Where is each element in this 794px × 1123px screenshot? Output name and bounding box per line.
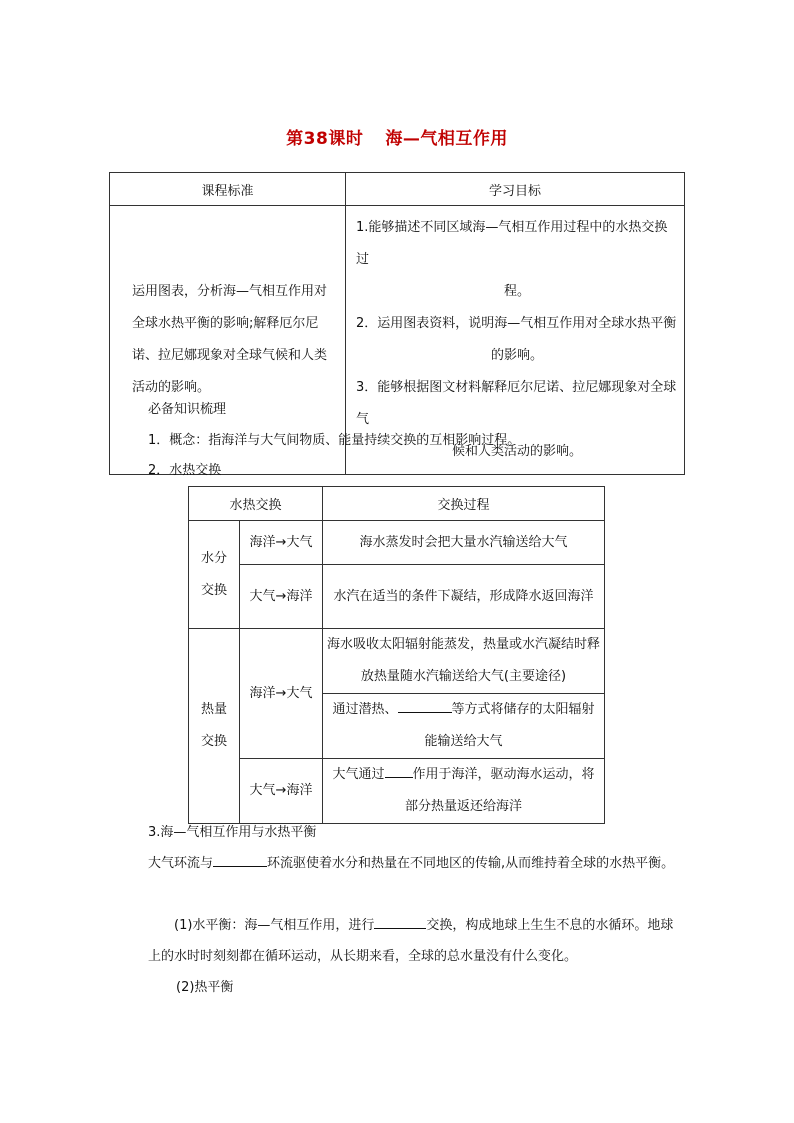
process-heat-main: 海水吸收太阳辐射能蒸发，热量或水汽凝结时释放热量随水汽输送给大气(主要途径) bbox=[323, 629, 605, 694]
course-standard: 运用图表，分析海—气相互作用对全球水热平衡的影响;解释厄尔尼诺、拉尼娜现象对全球气候和人类活动的影响。 bbox=[110, 206, 346, 475]
exchange-table bbox=[188, 486, 605, 824]
goal-3: 3．能够根据图文材料解释厄尔尼诺、拉尼娜现象对全球气 bbox=[356, 380, 677, 427]
direction-ocean-air-heat: 海洋→大气 bbox=[240, 629, 323, 759]
answer-blank[interactable] bbox=[213, 852, 267, 867]
lesson-topic: 海—气相互作用 bbox=[385, 129, 508, 149]
lesson-number: 第38课时 bbox=[286, 129, 364, 149]
section-heading: 必备知识梳理 bbox=[148, 402, 227, 417]
section3-paragraph: 大气环流与 环流驱使着水分和热量在不同地区的传输,从而维持着全球的水热平衡。 bbox=[148, 848, 678, 879]
answer-blank[interactable] bbox=[398, 698, 452, 713]
header-exchange: 水热交换 bbox=[189, 487, 323, 521]
water-exchange-label: 水分 交换 bbox=[189, 521, 240, 629]
process-evaporation: 海水蒸发时会把大量水汽输送给大气 bbox=[323, 521, 605, 565]
exchange-heading: 2．水热交换 bbox=[148, 463, 222, 478]
heat-balance-heading: (2)热平衡 bbox=[176, 980, 234, 995]
goal-3-cont: 候和人类活动的影响。 bbox=[451, 444, 582, 459]
goal-1-cont: 程。 bbox=[503, 284, 530, 299]
process-latent-heat: 通过潜热、 等方式将储存的太阳辐射能输送给大气 bbox=[323, 694, 605, 759]
goal-1: 1.能够描述不同区域海—气相互作用过程中的水热交换过 bbox=[356, 220, 668, 267]
heat-exchange-label: 热量 交换 bbox=[189, 629, 240, 824]
concept-line: 1．概念：指海洋与大气间物质、能量持续交换的互相影响过程。 bbox=[148, 433, 521, 448]
header-process: 交换过程 bbox=[323, 487, 605, 521]
direction-ocean-air: 海洋→大气 bbox=[240, 521, 323, 565]
direction-air-ocean-heat: 大气→海洋 bbox=[240, 759, 323, 824]
answer-blank[interactable] bbox=[374, 914, 426, 929]
standards-table bbox=[109, 172, 685, 475]
process-precipitation: 水汽在适当的条件下凝结，形成降水返回海洋 bbox=[323, 565, 605, 629]
goal-2: 2．运用图表资料，说明海—气相互作用对全球水热平衡 bbox=[356, 316, 677, 331]
header-standard: 课程标准 bbox=[110, 173, 346, 206]
process-wind-drive: 大气通过 作用于海洋，驱动海水运动，将部分热量返还给海洋 bbox=[323, 759, 605, 824]
section3-heading: 3.海—气相互作用与水热平衡 bbox=[148, 825, 317, 840]
goal-2-cont: 的影响。 bbox=[490, 348, 543, 363]
header-goals: 学习目标 bbox=[346, 173, 685, 206]
direction-air-ocean: 大气→海洋 bbox=[240, 565, 323, 629]
page-title bbox=[0, 124, 794, 149]
answer-blank[interactable] bbox=[385, 763, 413, 778]
water-balance-paragraph: (1)水平衡：海—气相互作用，进行 交换，构成地球上生生不息的水循环。地球上的水时时刻刻都在循环运动，从长期来看，全球的总水量没有什么变化。 bbox=[148, 910, 678, 972]
